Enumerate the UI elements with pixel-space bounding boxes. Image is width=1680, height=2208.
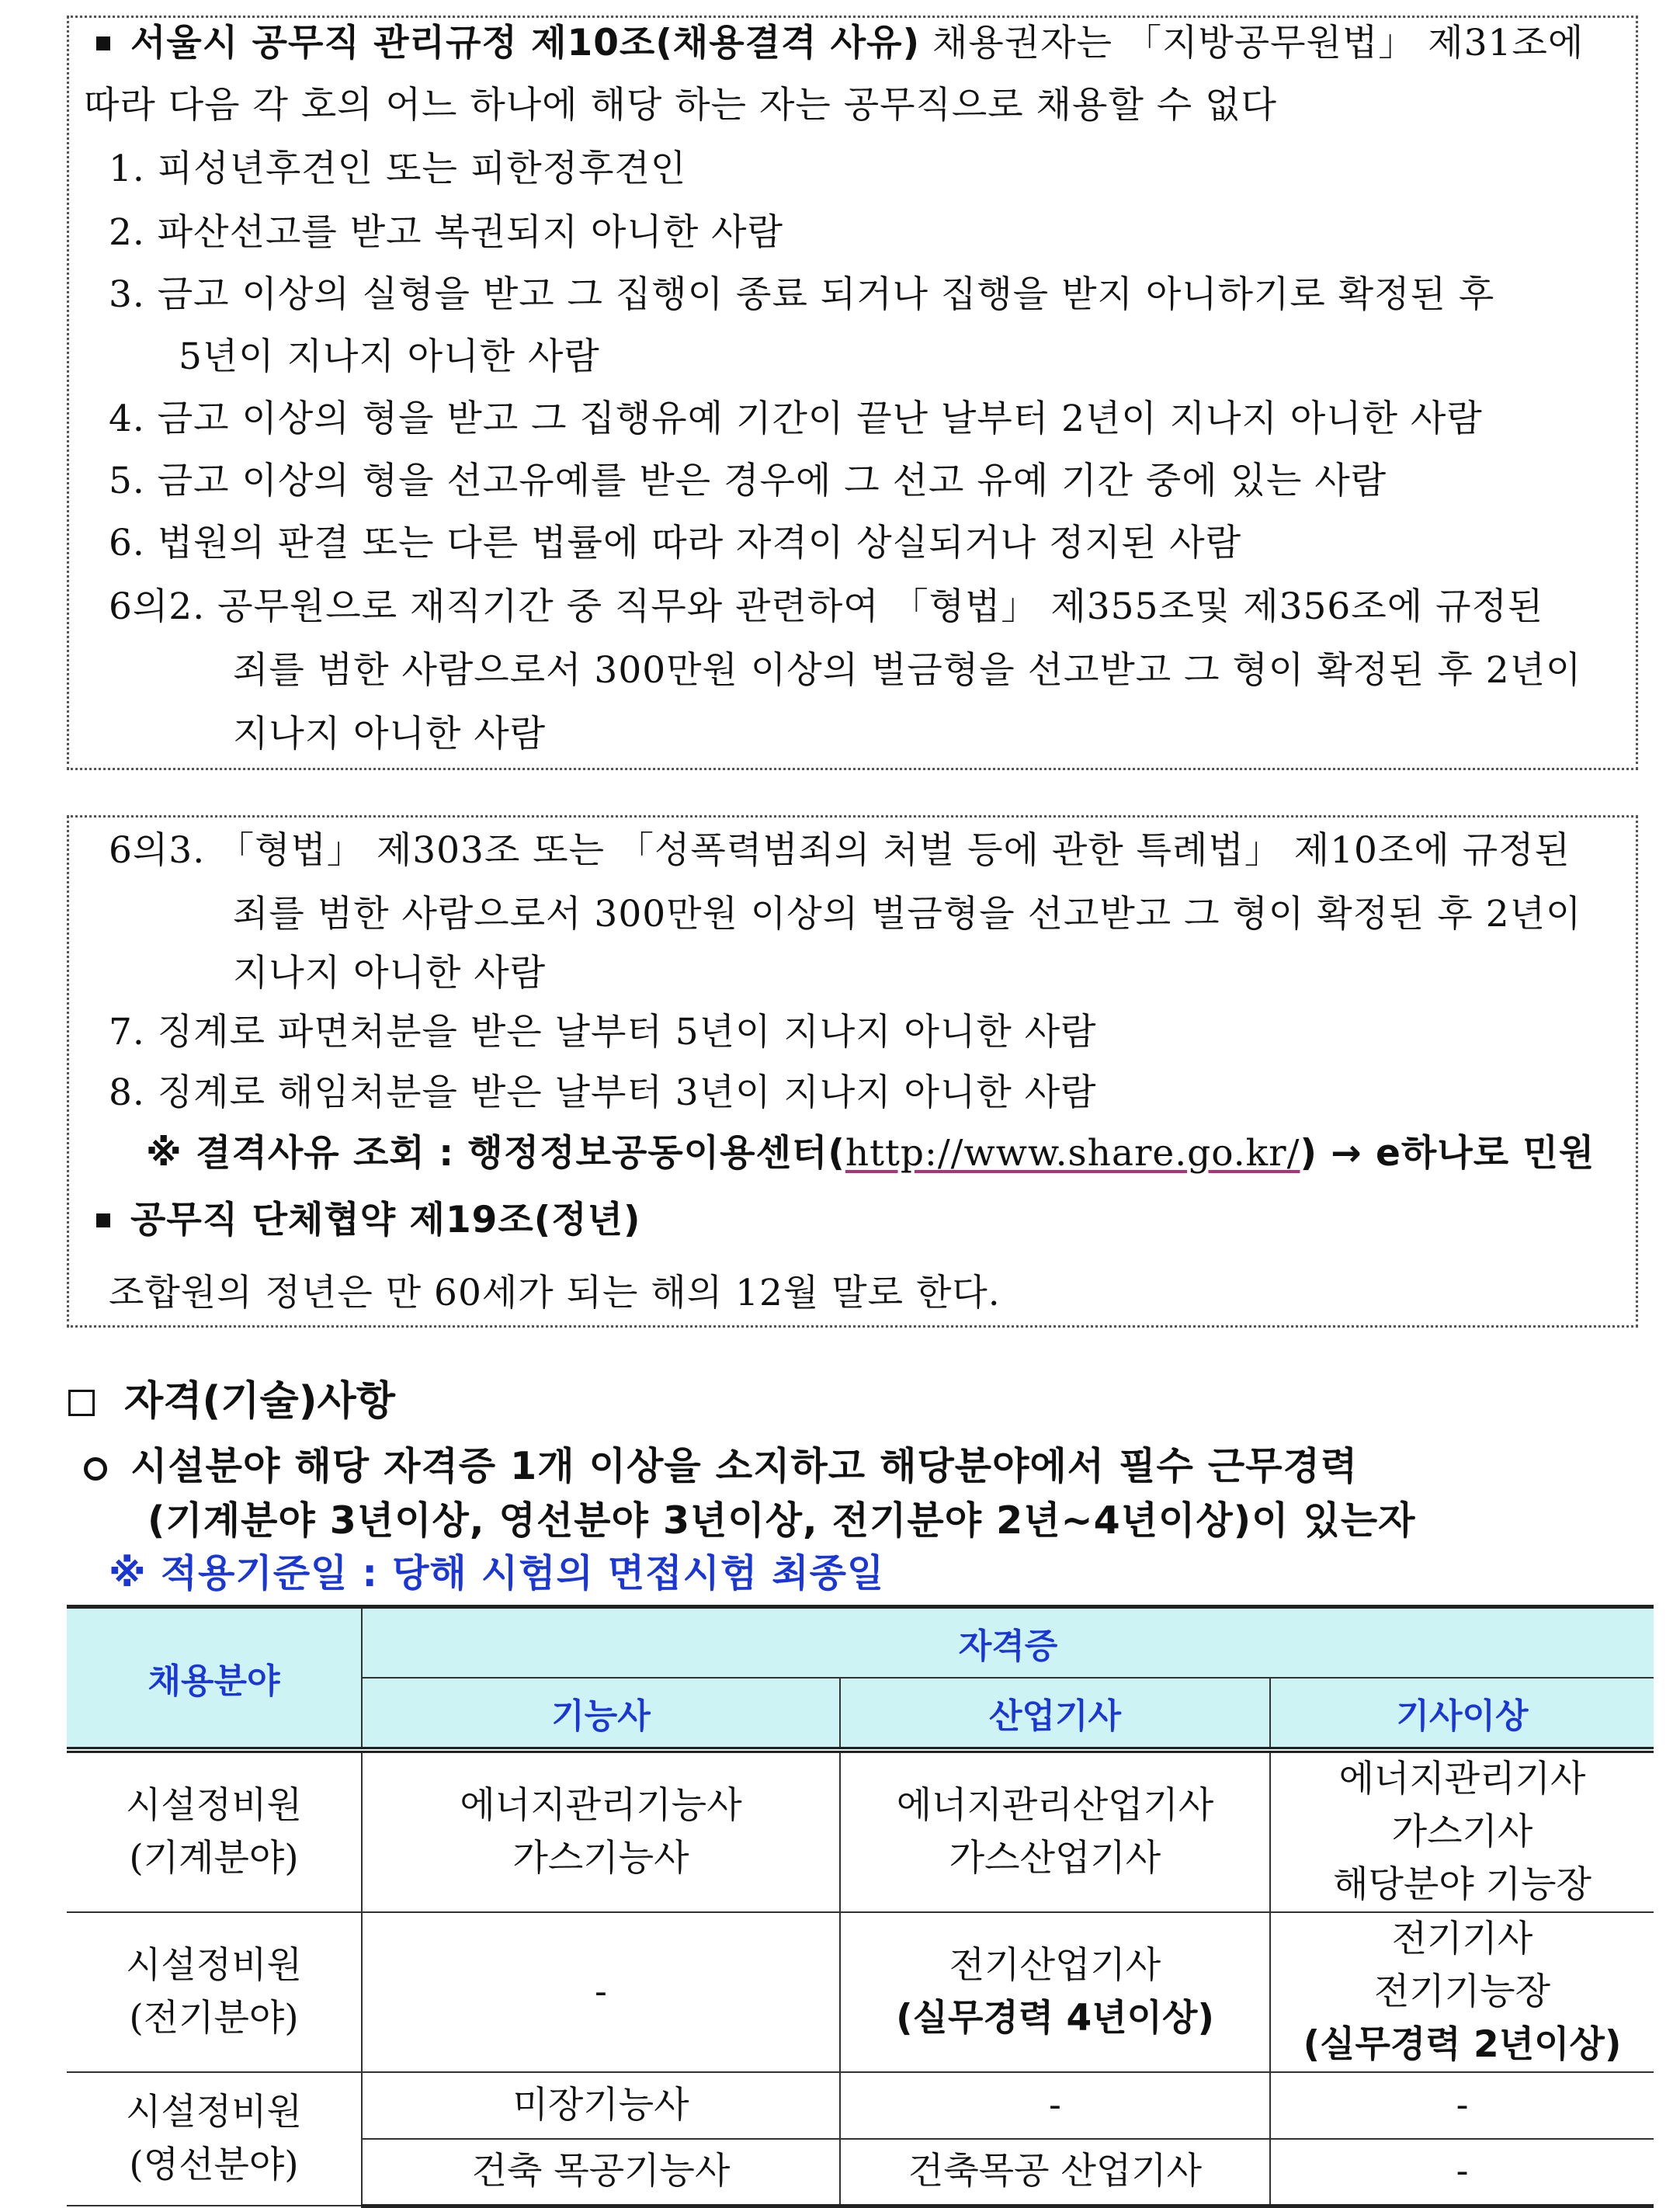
- field-cell: 시설정비원 (영선분야): [67, 2072, 362, 2206]
- table-cell: 에너지관리산업기사 가스산업기사: [840, 1750, 1270, 1912]
- share-link[interactable]: http://www.share.go.kr/: [845, 1132, 1300, 1175]
- square-bullet-icon: [96, 36, 110, 50]
- list-item: 6의3. 「형법」 제303조 또는 「성폭력범죄의 처벌 등에 관한 특례법」 제10조에 규정된: [109, 829, 1571, 872]
- header-craftsman: 기능사: [362, 1678, 840, 1750]
- table-cell: 건축 목공기능사: [362, 2139, 840, 2206]
- qualification-table: [67, 1605, 1654, 2208]
- list-item: 7. 징계로 파면처분을 받은 날부터 5년이 지나지 아니한 사람: [109, 1011, 1097, 1054]
- table-row: [67, 2072, 1654, 2139]
- list-item: 5. 금고 이상의 형을 선고유예를 받은 경우에 그 선고 유예 기간 중에 있는 사람: [109, 460, 1387, 502]
- table-cell: 에너지관리기능사 가스기능사: [362, 1750, 840, 1912]
- section-title: 자격(기술)사항: [68, 1368, 395, 1426]
- regulation-heading: 서울시 공무직 관리규정 제10조(채용결격 사유) 채용권자는 「지방공무원법」 제31조에: [85, 20, 1584, 67]
- table-cell: -: [840, 2072, 1270, 2139]
- field-cell: 시설정비원 (기계분야): [67, 1750, 362, 1912]
- field-cell: 시설정비원 (전기분야): [67, 1912, 362, 2072]
- list-item-cont: 죄를 범한 사람으로서 300만원 이상의 벌금형을 선고받고 그 형이 확정된 후 2년이: [233, 649, 1582, 692]
- requirement-line-1: 시설분야 해당 자격증 1개 이상을 소지하고 해당분야에서 필수 근무경력: [84, 1436, 1358, 1491]
- regulation-intro: 따라 다음 각 호의 어느 하나에 해당 하는 자는 공무직으로 채용할 수 없다: [84, 84, 1277, 127]
- requirement-line-2: (기계분야 3년이상, 영선분야 3년이상, 전기분야 2년~4년이상)이 있는자: [148, 1498, 1416, 1543]
- list-item: 3. 금고 이상의 실형을 받고 그 집행이 종료 되거나 집행을 받지 아니하기로 확정된 후: [109, 273, 1495, 316]
- list-item-cont: 지나지 아니한 사람: [233, 952, 547, 995]
- list-item: 2. 파산선고를 받고 복권되지 아니한 사람: [109, 211, 783, 254]
- retirement-heading: 공무직 단체협약 제19조(정년): [85, 1197, 641, 1244]
- table-cell: -: [1270, 2139, 1654, 2206]
- reference-date-note: ※ 적용기준일 : 당해 시험의 면접시험 최종일: [109, 1551, 885, 1595]
- table-cell: 전기기사 전기기능장 (실무경력 2년이상): [1270, 1912, 1654, 2072]
- retirement-text: 조합원의 정년은 만 60세가 되는 해의 12월 말로 한다.: [109, 1272, 1001, 1314]
- square-bullet-icon: [96, 1213, 110, 1227]
- table-row: [67, 1912, 1654, 2072]
- list-item-cont: 5년이 지나지 아니한 사람: [179, 335, 600, 378]
- table-cell: 에너지관리기사 가스기사 해당분야 기능장: [1270, 1750, 1654, 1912]
- header-industrial-engineer: 산업기사: [840, 1678, 1270, 1750]
- header-certificate: 자격증: [362, 1607, 1654, 1679]
- header-engineer: 기사이상: [1270, 1678, 1654, 1750]
- list-item: 8. 징계로 해임처분을 받은 날부터 3년이 지나지 아니한 사람: [109, 1071, 1097, 1114]
- header-field: 채용분야: [67, 1607, 362, 1751]
- table-cell: 건축목공 산업기사: [840, 2139, 1270, 2206]
- list-item: 6. 법원의 판결 또는 다른 법률에 따라 자격이 상실되거나 정지된 사람: [109, 522, 1242, 564]
- lookup-note: ※ 결격사유 조회 : 행정정보공동이용센터(http://www.share.go.kr/) → e하나로 민원: [146, 1132, 1595, 1175]
- list-item-cont: 지나지 아니한 사람: [233, 713, 547, 755]
- table-cell: 미장기능사: [362, 2072, 840, 2139]
- checkbox-square-icon: [68, 1390, 95, 1416]
- circle-bullet-icon: [84, 1457, 107, 1481]
- list-item: 4. 금고 이상의 형을 받고 그 집행유예 기간이 끝난 날부터 2년이 지나지 아니한 사람: [109, 398, 1483, 440]
- list-item: 6의2. 공무원으로 재직기간 중 직무와 관련하여 「형법」 제355조및 제356조에 규정된: [109, 585, 1544, 628]
- table-cell: -: [362, 1912, 840, 2072]
- table-cell: 전기산업기사 (실무경력 4년이상): [840, 1912, 1270, 2072]
- list-item-cont: 죄를 범한 사람으로서 300만원 이상의 벌금형을 선고받고 그 형이 확정된 후 2년이: [233, 893, 1582, 936]
- table-cell: -: [1270, 2072, 1654, 2139]
- table-row: [67, 1750, 1654, 1912]
- list-item: 1. 피성년후견인 또는 피한정후견인: [109, 148, 687, 190]
